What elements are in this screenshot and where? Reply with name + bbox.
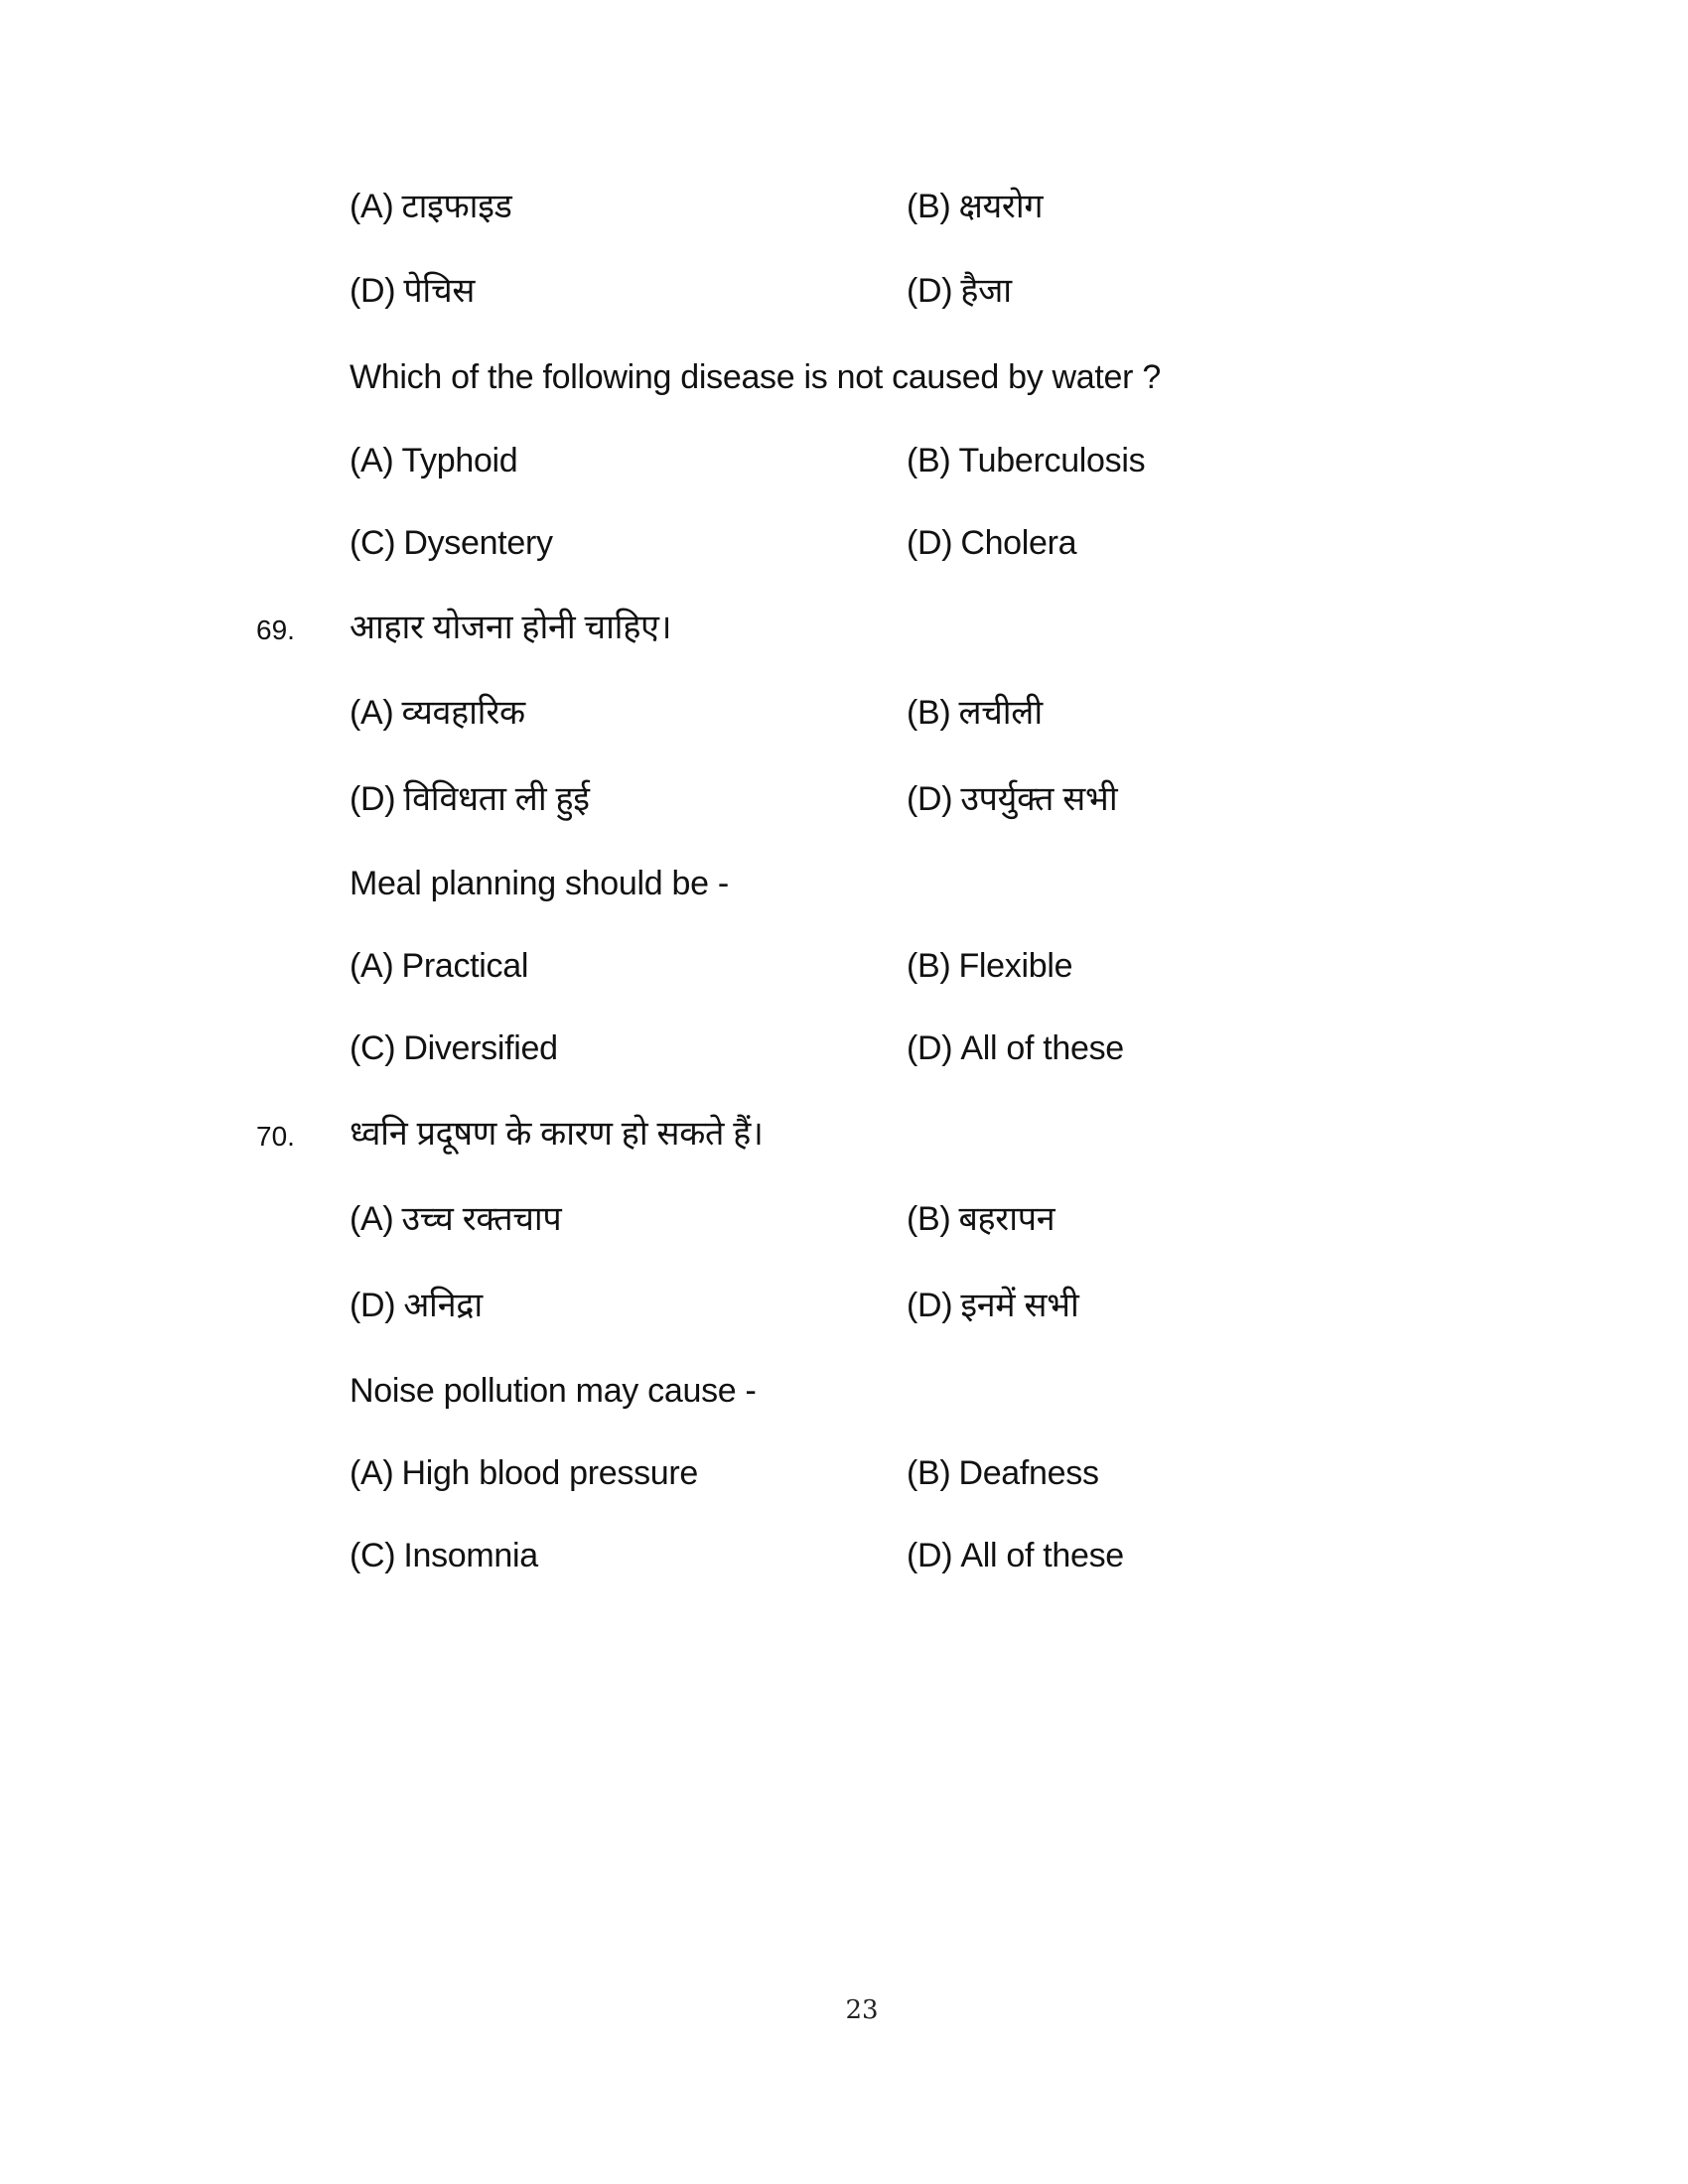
- option-hindi-c: [350, 271, 475, 311]
- option-text: अनिद्रा: [403, 1287, 483, 1324]
- option-hindi-b: [907, 693, 1043, 733]
- option-label: (B): [907, 947, 951, 985]
- option-english-d: [907, 1536, 1124, 1575]
- question-stem-hindi: ध्वनि प्रदूषण के कारण हो सकते हैं।: [350, 1115, 764, 1153]
- question-stem-hindi: आहार योजना होनी चाहिए।: [350, 609, 672, 646]
- option-label: (D): [907, 1029, 953, 1067]
- option-english-a: [350, 946, 528, 986]
- option-label: (D): [907, 1537, 953, 1574]
- option-english-c: [350, 1028, 558, 1068]
- option-english-c: [350, 523, 553, 563]
- option-english-b: [907, 441, 1145, 480]
- option-text: हैजा: [960, 272, 1012, 310]
- option-text: पेचिस: [403, 272, 476, 310]
- question-stem-english: Which of the following disease is not caused by water ?: [350, 358, 1161, 396]
- option-label: (A): [350, 947, 394, 985]
- option-hindi-d: [907, 1286, 1079, 1325]
- option-label: (A): [350, 694, 394, 732]
- option-text: Tuberculosis: [958, 442, 1146, 479]
- option-hindi-a: [350, 187, 511, 226]
- option-text: इनमें सभी: [960, 1287, 1079, 1324]
- option-hindi-d: [907, 271, 1012, 311]
- option-english-b: [907, 946, 1072, 986]
- option-text: बहरापन: [958, 1200, 1055, 1238]
- option-english-a: [350, 1453, 698, 1493]
- option-english-d: [907, 523, 1076, 563]
- option-text: Flexible: [958, 947, 1073, 985]
- question-number: 69.: [256, 614, 295, 645]
- option-hindi-d: [907, 779, 1117, 819]
- option-label: (D): [907, 1287, 953, 1324]
- option-label: (D): [907, 780, 953, 818]
- option-text: Practical: [401, 947, 529, 985]
- option-hindi-c: [350, 1286, 483, 1325]
- question-number: 70.: [256, 1121, 295, 1152]
- option-hindi-b: [907, 1199, 1055, 1239]
- option-english-d: [907, 1028, 1124, 1068]
- option-label: (D): [907, 524, 953, 562]
- question-stem-english: Noise pollution may cause -: [350, 1372, 757, 1410]
- option-label: (A): [350, 1454, 394, 1492]
- option-label: (C): [350, 1537, 396, 1574]
- page-number: 23: [845, 1995, 879, 2025]
- option-text: उच्च रक्तचाप: [401, 1200, 562, 1238]
- option-label: (C): [350, 524, 396, 562]
- option-label: (C): [350, 1029, 396, 1067]
- option-text: उपर्युक्त सभी: [960, 780, 1118, 818]
- option-text: लचीली: [958, 694, 1043, 732]
- option-text: Diversified: [403, 1029, 558, 1067]
- option-hindi-b: [907, 187, 1043, 226]
- option-label: (A): [350, 442, 394, 479]
- option-label: (A): [350, 1200, 394, 1238]
- option-text: Dysentery: [403, 524, 553, 562]
- option-label: (D): [907, 272, 953, 310]
- option-label: (A): [350, 188, 394, 225]
- option-text: व्यवहारिक: [401, 694, 525, 732]
- option-text: All of these: [960, 1029, 1124, 1067]
- option-text: टाइफाइड: [401, 188, 512, 225]
- question-stem-english: Meal planning should be -: [350, 865, 729, 902]
- option-text: Typhoid: [401, 442, 518, 479]
- option-hindi-a: [350, 1199, 561, 1239]
- option-label: (B): [907, 188, 951, 225]
- option-english-a: [350, 441, 517, 480]
- option-hindi-a: [350, 693, 525, 733]
- option-text: विविधता ली हुई: [403, 780, 590, 818]
- option-text: Insomnia: [403, 1537, 538, 1574]
- option-label: (D): [350, 780, 396, 818]
- option-label: (D): [350, 272, 396, 310]
- option-label: (B): [907, 694, 951, 732]
- option-text: High blood pressure: [401, 1454, 699, 1492]
- option-english-b: [907, 1453, 1099, 1493]
- option-english-c: [350, 1536, 538, 1575]
- option-text: क्षयरोग: [958, 188, 1044, 225]
- option-text: Deafness: [958, 1454, 1099, 1492]
- option-text: Cholera: [960, 524, 1077, 562]
- option-label: (B): [907, 442, 951, 479]
- option-text: All of these: [960, 1537, 1124, 1574]
- option-label: (B): [907, 1454, 951, 1492]
- option-label: (D): [350, 1287, 396, 1324]
- option-label: (B): [907, 1200, 951, 1238]
- option-hindi-c: [350, 779, 590, 819]
